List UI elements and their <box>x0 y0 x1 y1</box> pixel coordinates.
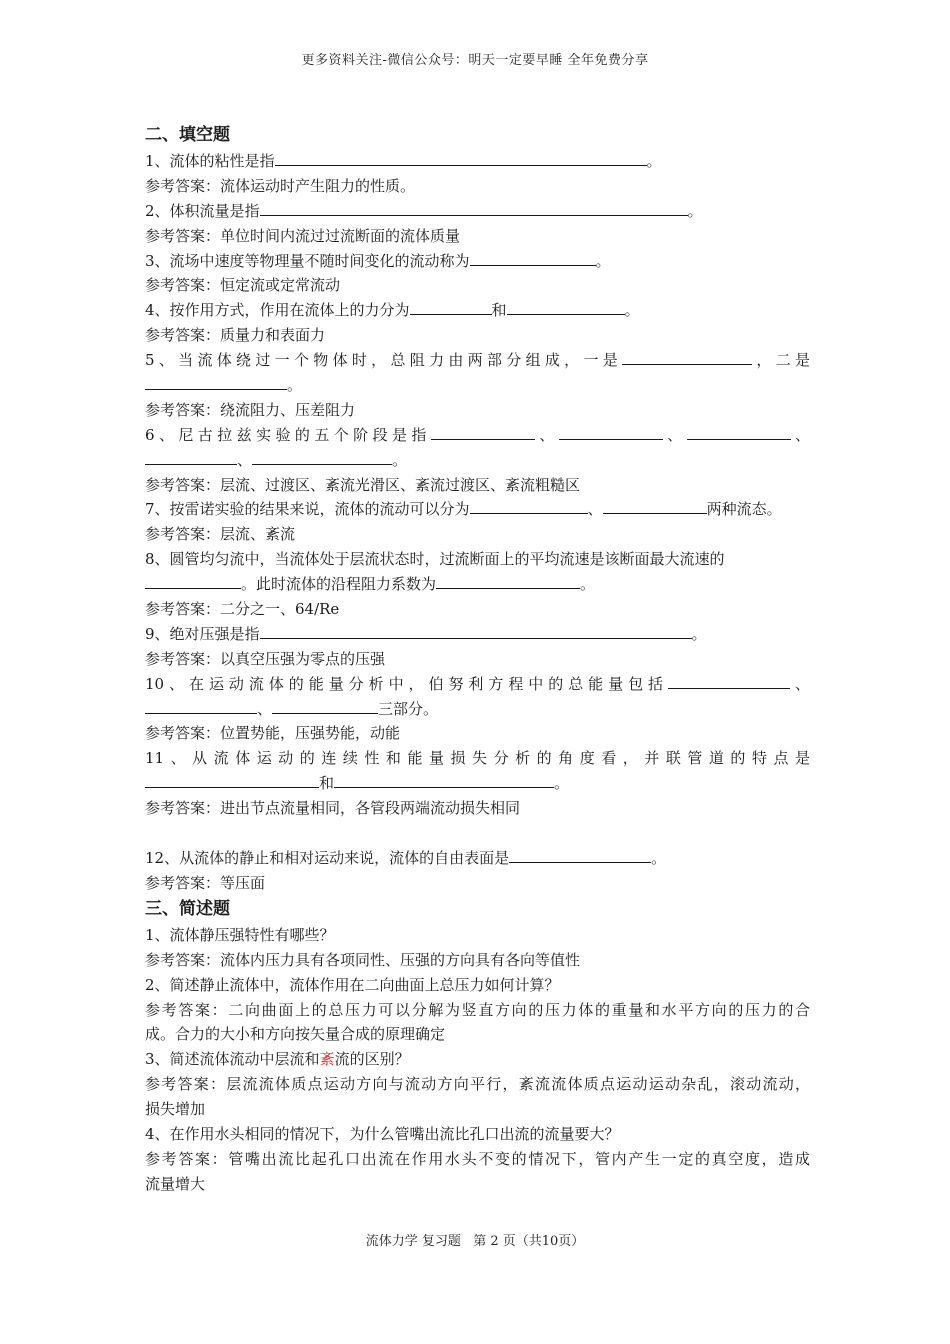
question-1: 1、流体的粘性是指 。 <box>145 152 662 170</box>
answer-blank <box>145 450 237 465</box>
answer-4: 参考答案：质量力和表面力 <box>145 326 326 345</box>
answer-5: 参考答案：绕流阻力、压差阻力 <box>145 400 356 419</box>
section-title-fill-in: 二、填空题 <box>145 125 230 145</box>
question-3: 3、流场中速度等物理量不随时间变化的流动称为 。 <box>145 251 611 270</box>
answer-blank <box>603 499 707 514</box>
question-11-cont: 和 。 <box>145 771 810 796</box>
question-5: 5、当流体绕过一个物体时，总阻力由两部分组成，一是 ，二是 <box>145 351 810 370</box>
answer-7: 参考答案：层流、紊流 <box>145 525 296 544</box>
answer-blank <box>470 499 588 514</box>
answer-blank <box>275 151 647 166</box>
spacer <box>145 821 810 846</box>
answer-blank <box>260 201 688 216</box>
answer-blank <box>559 425 663 440</box>
answer-6: 参考答案：层流、过渡区、紊流光滑区、紊流过渡区、紊流粗糙区 <box>145 475 581 494</box>
short-answer-3-line1: 参考答案：层流流体质点运动方向与流动方向平行，紊流流体质点运动运动杂乱，滚动流动， <box>145 1075 810 1094</box>
short-answer-2-line1: 参考答案：二向曲面上的总压力可以分解为竖直方向的压力体的重量和水平方向的压力的合 <box>145 1000 810 1019</box>
answer-12: 参考答案：等压面 <box>145 873 266 892</box>
section-title-short-answer: 三、简述题 <box>145 898 230 919</box>
answer-10: 参考答案：位置势能，压强势能，动能 <box>145 724 401 743</box>
answer-blank <box>145 375 287 390</box>
answer-blank <box>145 773 319 788</box>
short-answer-3-line2: 损失增加 <box>145 1100 206 1119</box>
answer-blank <box>252 450 392 465</box>
answer-blank <box>622 350 752 365</box>
short-answer-1: 参考答案：流体内压力具有各项同性、压强的方向具有各向等值性 <box>145 950 581 969</box>
answer-blank <box>687 425 791 440</box>
answer-blank <box>410 300 492 315</box>
answer-blank <box>260 624 692 639</box>
question-8: 8、圆管均匀流中，当流体处于层流状态时，过流断面上的平均流速是该断面最大流速的 <box>145 550 725 569</box>
short-answer-4-line1: 参考答案：管嘴出流比起孔口出流在作用水头不变的情况下，管内产生一定的真空度，造成 <box>145 1149 810 1168</box>
short-answer-2-line2: 成。合力的大小和方向按矢量合成的原理确定 <box>145 1025 446 1044</box>
short-question-2: 2、简述静止流体中，流体作用在二向曲面上总压力如何计算？ <box>145 975 560 994</box>
highlighted-char: 紊 <box>319 1050 335 1069</box>
short-question-4: 4、在作用水头相同的情况下，为什么管嘴出流比孔口出流的流量要大？ <box>145 1124 620 1143</box>
answer-blank <box>509 848 651 863</box>
answer-8: 参考答案：二分之一、64/Re <box>145 600 340 619</box>
page-footer: 流体力学 复习题 第 2 页（共10页） <box>365 1234 585 1249</box>
question-10-cont: 、 三部分。 <box>145 697 810 722</box>
question-6-cont: 、 。 <box>145 448 810 473</box>
question-12: 12、从流体的静止和相对运动来说，流体的自由表面是 。 <box>145 849 667 868</box>
answer-blank <box>470 251 596 266</box>
question-2: 2、体积流量是指 。 <box>145 201 703 220</box>
question-7: 7、按雷诺实验的结果来说，流体的流动可以分为 、 两种流态。 <box>145 500 782 519</box>
answer-blank <box>668 674 790 689</box>
question-9: 9、绝对压强是指 。 <box>145 624 707 643</box>
answer-11: 参考答案：进出节点流量相同，各管段两端流动损失相同 <box>145 799 521 818</box>
answer-blank <box>334 773 554 788</box>
answer-blank <box>431 425 535 440</box>
answer-1: 参考答案：流体运动时产生阻力的性质。 <box>145 176 416 195</box>
question-10: 10、在运动流体的能量分析中，伯努利方程中的总能量包括 、 <box>145 674 810 693</box>
short-question-3: 3、简述流体流动中层流和紊流的区别？ <box>145 1050 410 1069</box>
question-6: 6、尼古拉兹实验的五个阶段是指 、 、 、 <box>145 425 810 444</box>
short-answer-4-line2: 流量增大 <box>145 1174 206 1193</box>
answer-blank <box>145 574 241 589</box>
answer-2: 参考答案：单位时间内流过过流断面的流体质量 <box>145 226 461 245</box>
answer-9: 参考答案：以真空压强为零点的压强 <box>145 649 386 668</box>
answer-blank <box>145 699 257 714</box>
question-5-cont: 。 <box>145 373 810 398</box>
short-question-1: 1、流体静压强特性有哪些？ <box>145 925 335 944</box>
answer-blank <box>272 699 378 714</box>
question-11: 11、从流体运动的连续性和能量损失分析的角度看，并联管道的特点是 <box>145 749 810 768</box>
answer-blank <box>507 300 625 315</box>
document-body <box>145 122 810 1197</box>
question-4: 4、按作用方式，作用在流体上的力分为 和 。 <box>145 301 640 320</box>
answer-blank <box>436 574 580 589</box>
question-8-cont: 。此时流体的沿程阻力系数为 。 <box>145 572 810 597</box>
page-header: 更多资料关注-微信公众号：明天一定要早睡 全年免费分享 <box>301 53 649 68</box>
answer-3: 参考答案：恒定流或定常流动 <box>145 276 341 295</box>
